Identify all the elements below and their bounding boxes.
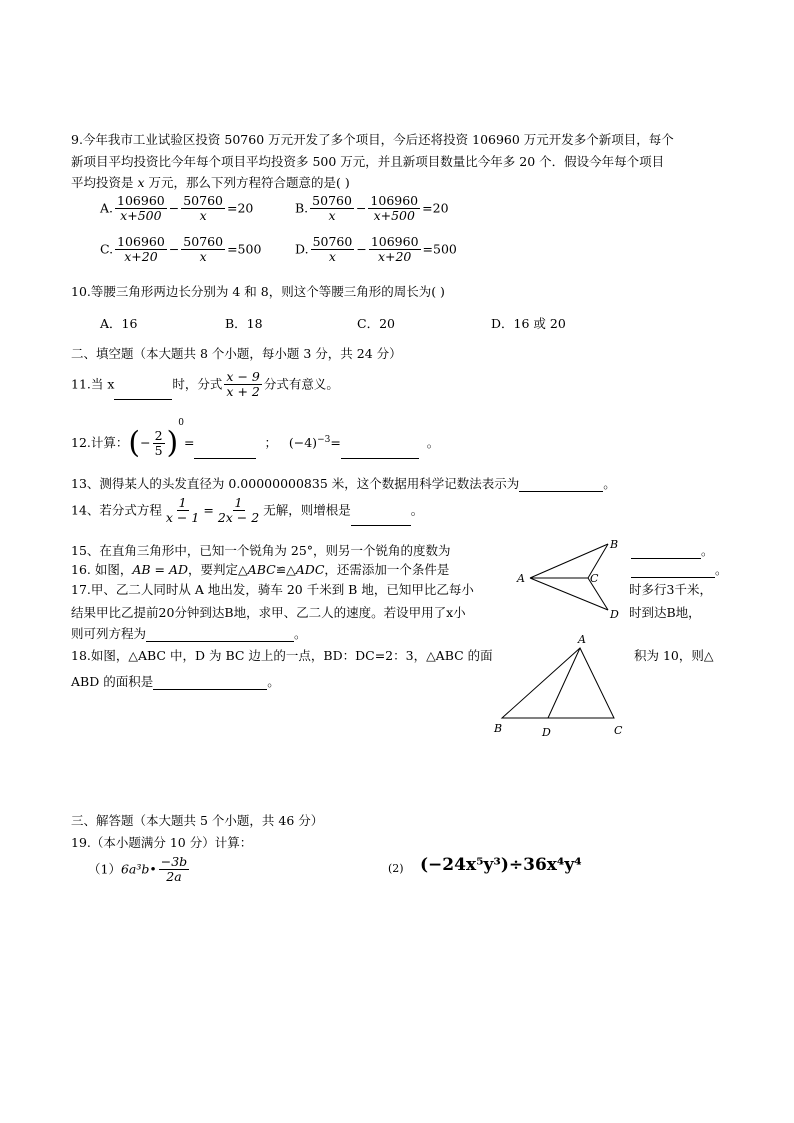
fraction: $\frac{50760}{x}$: [312, 193, 352, 224]
fraction: $\frac{106960}{x+500}$: [370, 193, 419, 224]
answer-blank[interactable]: [631, 563, 715, 578]
q16: 16. 如图，AB = AD，要判定△ABC≌△ADC，还需添加一个条件是: [71, 562, 450, 577]
section-2-heading: 二、填空题（本大题共 8 个小题，每小题 3 分，共 24 分）: [71, 346, 402, 361]
q19-part2-label: (2): [388, 862, 404, 875]
answer-blank[interactable]: [194, 444, 256, 459]
q9-option-b: B. $\frac{50760}{x}$ − $\frac{106960}{x+500}$ =20: [295, 193, 449, 224]
answer-blank[interactable]: [114, 385, 172, 400]
q9-line2: 新项目平均投资比今年每个项目平均投资多 500 万元，并且新项目数量比今年多 20 个．假设今年每个项目: [71, 154, 665, 169]
fraction: $\frac{1}{x - 1}$: [165, 495, 200, 526]
q18-line1: 18.如图，△ABC 中，D 为 BC 边上的一点，BD：DC=2：3，△ABC 的面: [71, 648, 493, 663]
q17-line2: 结果甲比乙提前20分钟到达B地，求甲、乙二人的速度。若设甲用了x小: [71, 605, 466, 620]
answer-blank[interactable]: [519, 477, 603, 492]
label-b: B: [494, 722, 503, 735]
q9-option-d: D. $\frac{50760}{x}$ − $\frac{106960}{x+20}$ =500: [295, 234, 457, 265]
triangle-abc: [502, 648, 614, 718]
section-3-heading: 三、解答题（本大题共 5 个小题，共 46 分）: [71, 813, 324, 828]
label-a: A: [578, 633, 586, 646]
q19-part1: （1）6a³b• $\frac{-3b}{2a}$: [88, 854, 188, 885]
q11: 11.当 x 时，分式 $\frac{x - 9}{x + 2}$ 分式有意义。: [71, 369, 339, 400]
fraction: $\frac{-3b}{2a}$: [160, 854, 188, 885]
fraction: $\frac{106960}{x+20}$: [117, 234, 165, 265]
q19-title: 19.（本小题满分 10 分）计算：: [71, 835, 253, 850]
fraction: $\frac{1}{2x - 2}$: [217, 495, 260, 526]
q15: 15、在直角三角形中，已知一个锐角为 25°，则另一个锐角的度数为: [71, 543, 451, 558]
fraction: $\frac{2}{5}$: [154, 427, 163, 458]
answer-blank[interactable]: [146, 627, 294, 642]
q17-line1-right: 时多行3千米，: [629, 582, 712, 597]
label-d: D: [610, 608, 619, 620]
fraction: $\frac{50760}{x}$: [183, 234, 224, 265]
q10-text: 10.等腰三角形两边长分别为 4 和 8，则这个等腰三角形的周长为( ): [71, 284, 445, 299]
figure-q18-triangle: [490, 630, 630, 740]
q12: 12.计算：(− $\frac{2}{5}$ )$^0$= ； $(-4)^{-3}=$ 。: [71, 418, 440, 461]
q9-line3: 平均投资是 x 万元，那么下列方程符合题意的是( ): [71, 175, 350, 190]
q16-answer: 。: [631, 560, 728, 578]
label-c: C: [590, 572, 599, 585]
fraction: $\frac{50760}{x}$: [183, 193, 223, 224]
fraction: $\frac{x - 9}{x + 2}$: [226, 369, 260, 400]
answer-blank[interactable]: [153, 675, 267, 690]
q19-part2-expression: (−24x⁵y³)÷36x⁴y⁴: [420, 855, 582, 875]
q9-option-a: A. $\frac{106960}{x+500}$ − $\frac{50760}{x}$ =20: [100, 193, 254, 224]
answer-blank[interactable]: [351, 511, 411, 526]
answer-blank[interactable]: [341, 444, 419, 459]
fraction: $\frac{106960}{x+20}$: [370, 234, 419, 265]
fraction: $\frac{106960}{x+500}$: [117, 193, 165, 224]
segment-ad: [548, 648, 580, 718]
q13: 13、测得某人的头发直径为 0.00000000835 米，这个数据用科学记数法表示为 。: [71, 476, 616, 491]
fraction: $\frac{50760}{x}$: [312, 234, 353, 265]
q15-answer: 。: [631, 541, 714, 559]
figure-q16-kite: [512, 538, 632, 620]
answer-blank[interactable]: [631, 544, 701, 559]
label-b: B: [610, 538, 619, 551]
label-c: C: [614, 724, 623, 737]
q17-line3: 则可列方程为 。: [71, 626, 307, 641]
q9-option-c: C. $\frac{106960}{x+20}$ − $\frac{50760}{x}$ =500: [100, 234, 262, 265]
q17-line2-right: 时到达B地，: [629, 605, 701, 620]
label-a: A: [517, 572, 525, 585]
q14: 14、若分式方程 $\frac{1}{x - 1}$ = $\frac{1}{2x - 2}$ 无解，则增根是 。: [71, 495, 424, 526]
q10-option-a: A．16: [100, 316, 138, 331]
q10-option-d: D．16 或 20: [491, 316, 566, 331]
q17-line1: 17.甲、乙二人同时从 A 地出发，骑车 20 千米到 B 地，已知甲比乙每小: [71, 582, 474, 597]
label-d: D: [542, 726, 551, 739]
q18-line2: ABD 的面积是 。: [71, 674, 280, 689]
q9-line1: 9.今年我市工业试验区投资 50760 万元开发了多个项目，今后还将投资 106960 万元开发多个新项目，每个: [71, 132, 674, 147]
q10-option-c: C．20: [357, 316, 395, 331]
q10-option-b: B．18: [225, 316, 263, 331]
q18-line1-right: 积为 10，则△: [634, 648, 714, 663]
